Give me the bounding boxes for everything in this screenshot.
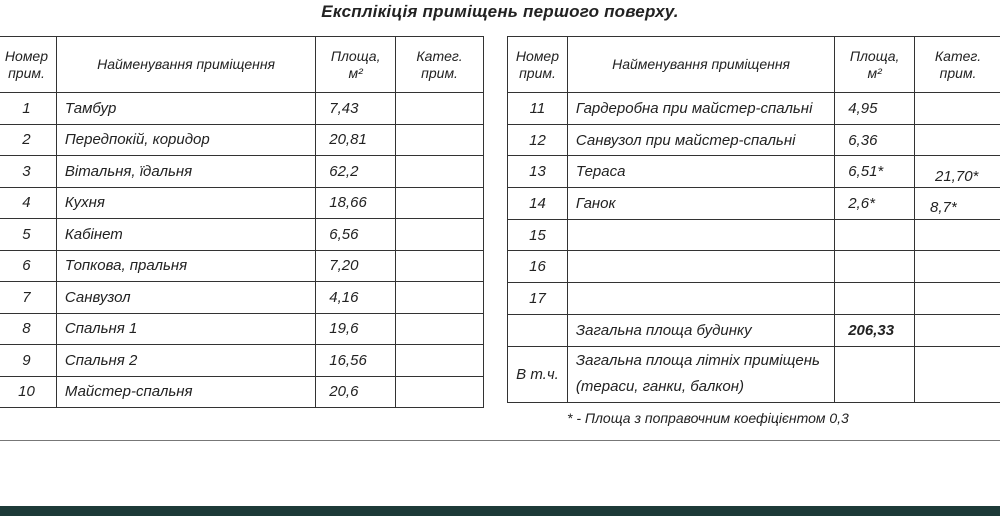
header-number: Номер прим. — [0, 37, 56, 93]
table-row: 12 Санвузол при майстер-спальні 6,36 — [508, 124, 1000, 156]
table-row: 15 — [508, 219, 1000, 251]
total-area-row — [508, 314, 1000, 346]
header-name: Найменування приміщення — [56, 37, 315, 93]
table-header — [0, 37, 484, 93]
table-row: 11 Гардеробна при майстер-спальні 4,95 — [508, 93, 1000, 125]
table-row: 13 Тераса 6,51* — [508, 156, 1000, 188]
table-header — [508, 37, 1000, 93]
header-category: Катег. прим. — [915, 37, 1000, 93]
table-row: 8 Спальня 1 19,6 — [0, 313, 484, 345]
summer-area-prefix: В т.ч. — [508, 346, 568, 402]
document-title: Експлікіція приміщень першого поверху. — [321, 2, 679, 21]
terrace-original-area: 21,70* — [935, 168, 979, 185]
footnote: * - Площа з поправочним коефіцієнтом 0,3 — [567, 410, 849, 426]
table-row: 7 Санвузол 4,16 — [0, 282, 484, 314]
table-row: 4 Кухня 18,66 — [0, 187, 484, 219]
header-area: Площа, м² — [835, 37, 915, 93]
table-row: 10 Майстер-спальня 20,6 — [0, 376, 484, 408]
table-row: 16 — [508, 251, 1000, 283]
table-row: 3 Вітальня, їдальня 62,2 — [0, 156, 484, 188]
rooms-table-right — [507, 36, 1000, 403]
total-area-value: 206,33 — [835, 314, 915, 346]
table-row: 6 Топкова, пральня 7,20 — [0, 250, 484, 282]
divider — [0, 440, 1000, 441]
footer-bar — [0, 506, 1000, 516]
summer-area-row — [508, 346, 1000, 402]
table-row: 5 Кабінет 6,56 — [0, 219, 484, 251]
total-area-label: Загальна площа будинку — [567, 314, 834, 346]
header-number: Номер прим. — [508, 37, 568, 93]
header-area: Площа, м² — [316, 37, 396, 93]
rooms-table-left — [0, 36, 484, 408]
table-row: 2 Передпокій, коридор 20,81 — [0, 124, 484, 156]
summer-area-label: Загальна площа літніх приміщень (тераси, ганки, балкон) — [567, 346, 834, 402]
porch-original-area: 8,7* — [930, 199, 957, 216]
table-row: 9 Спальня 2 16,56 — [0, 345, 484, 377]
table-row: 14 Ганок 2,6* — [508, 188, 1000, 220]
table-row: 17 — [508, 283, 1000, 315]
table-row: 1 Тамбур 7,43 — [0, 93, 484, 125]
header-name: Найменування приміщення — [567, 37, 834, 93]
header-category: Катег. прим. — [396, 37, 484, 93]
